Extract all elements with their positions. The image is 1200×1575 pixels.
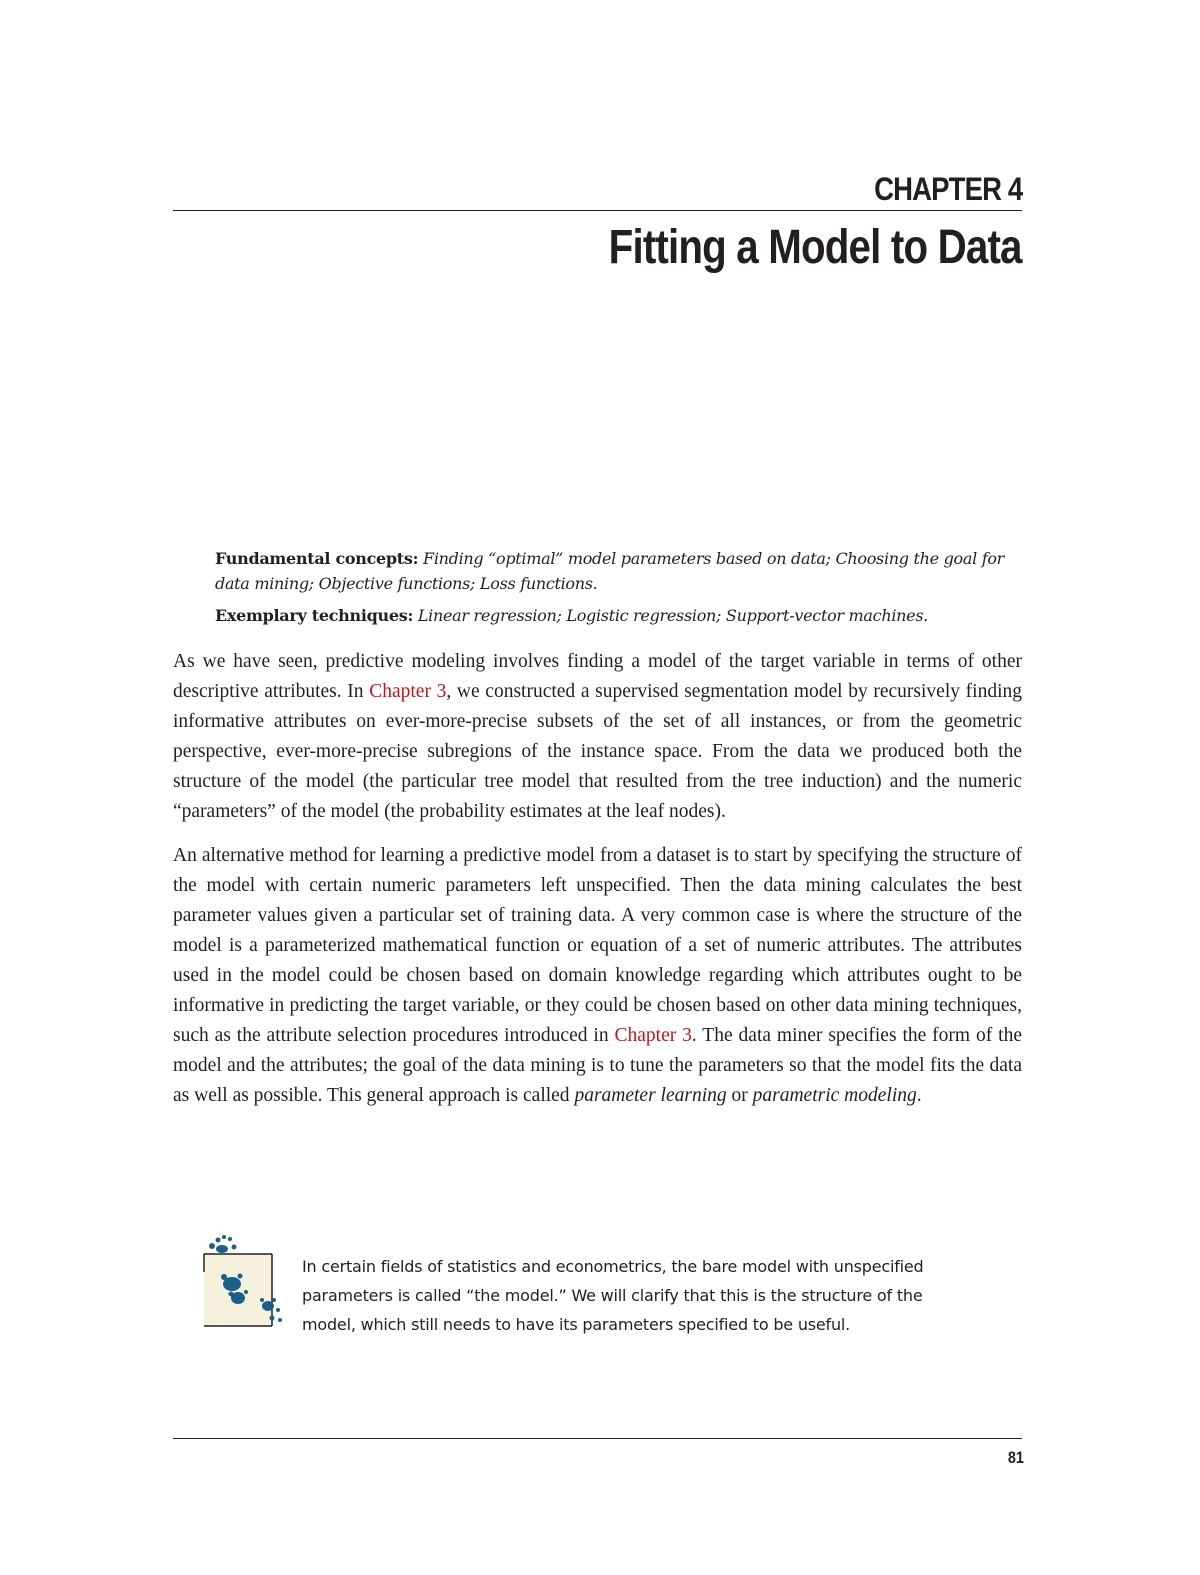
chapter-3-link[interactable]: Chapter 3 [369,681,447,702]
p2-text-d: . [916,1085,922,1106]
chapter-label: CHAPTER 4 [873,171,1022,207]
page-number: 81 [1007,1448,1024,1467]
p2-text-c: or [726,1085,753,1106]
p2-text-b: . The data miner specifies the form of the model and the attributes; the goal of the data mining is to tune the parameters so that the model fits the data as well as possible. This general approach is called [173,1025,1022,1106]
chapter-3-link[interactable]: Chapter 3 [614,1025,692,1046]
fundamental-concepts-label: Fundamental concepts: [215,549,419,568]
term-parameter-learning: parameter learning [574,1085,727,1106]
exemplary-techniques-label: Exemplary techniques: [215,606,414,625]
body-paragraph [173,841,1022,1111]
p1-text-a: As we have seen, predictive modeling involves finding a model of the target variable in terms of other descriptive attributes. In [173,651,1022,702]
term-parametric-modeling: parametric modeling [752,1085,917,1106]
fundamental-concepts [215,546,1005,596]
chapter-summary [215,546,1005,635]
footer-divider [173,1438,1022,1439]
chapter-divider [173,210,1022,211]
p1-text-b: , we constructed a supervised segmentation model by recursively finding informative attributes on ever-more-precise subsets of the set of all instances, or from the geometric perspective, ever-more-precise subregions of the instance space. From the data we produced both the structure of the model (the particular tree model that resulted from the tree induction) and the numeric “parameters” of the model (the probability estimates at the leaf nodes). [173,681,1022,822]
fundamental-concepts-items: Finding “optimal” model parameters based on data; Choosing the goal for data mining; Objective functions; Loss functions. [215,549,1005,593]
note-text: In certain fields of statistics and econometrics, the bare model with unspecified parameters is called “the model.” We will clarify that this is the structure of the model, which still needs to have its parameters specified to be useful. [302,1257,924,1334]
body-text [173,647,1022,1125]
chapter-title: Fitting a Model to Data [609,221,1022,274]
exemplary-techniques [215,603,1005,628]
exemplary-techniques-items: Linear regression; Logistic regression; Support-vector machines. [417,606,929,625]
p2-text-a: An alternative method for learning a predictive model from a dataset is to start by specifying the structure of the model with certain numeric parameters left unspecified. Then the data mining calculates the best parameter values given a particular set of training data. A very common case is where the structure of the model is a parameterized mathematical function or equation of a set of numeric attributes. The attributes used in the model could be chosen based on domain knowledge regarding which attributes ought to be informative in predicting the target variable, or they could be chosen based on other data mining techniques, such as the attribute selection procedures introduced in [173,845,1022,1046]
raccoon-tracks-note-icon [198,1232,298,1332]
body-paragraph [173,647,1022,827]
